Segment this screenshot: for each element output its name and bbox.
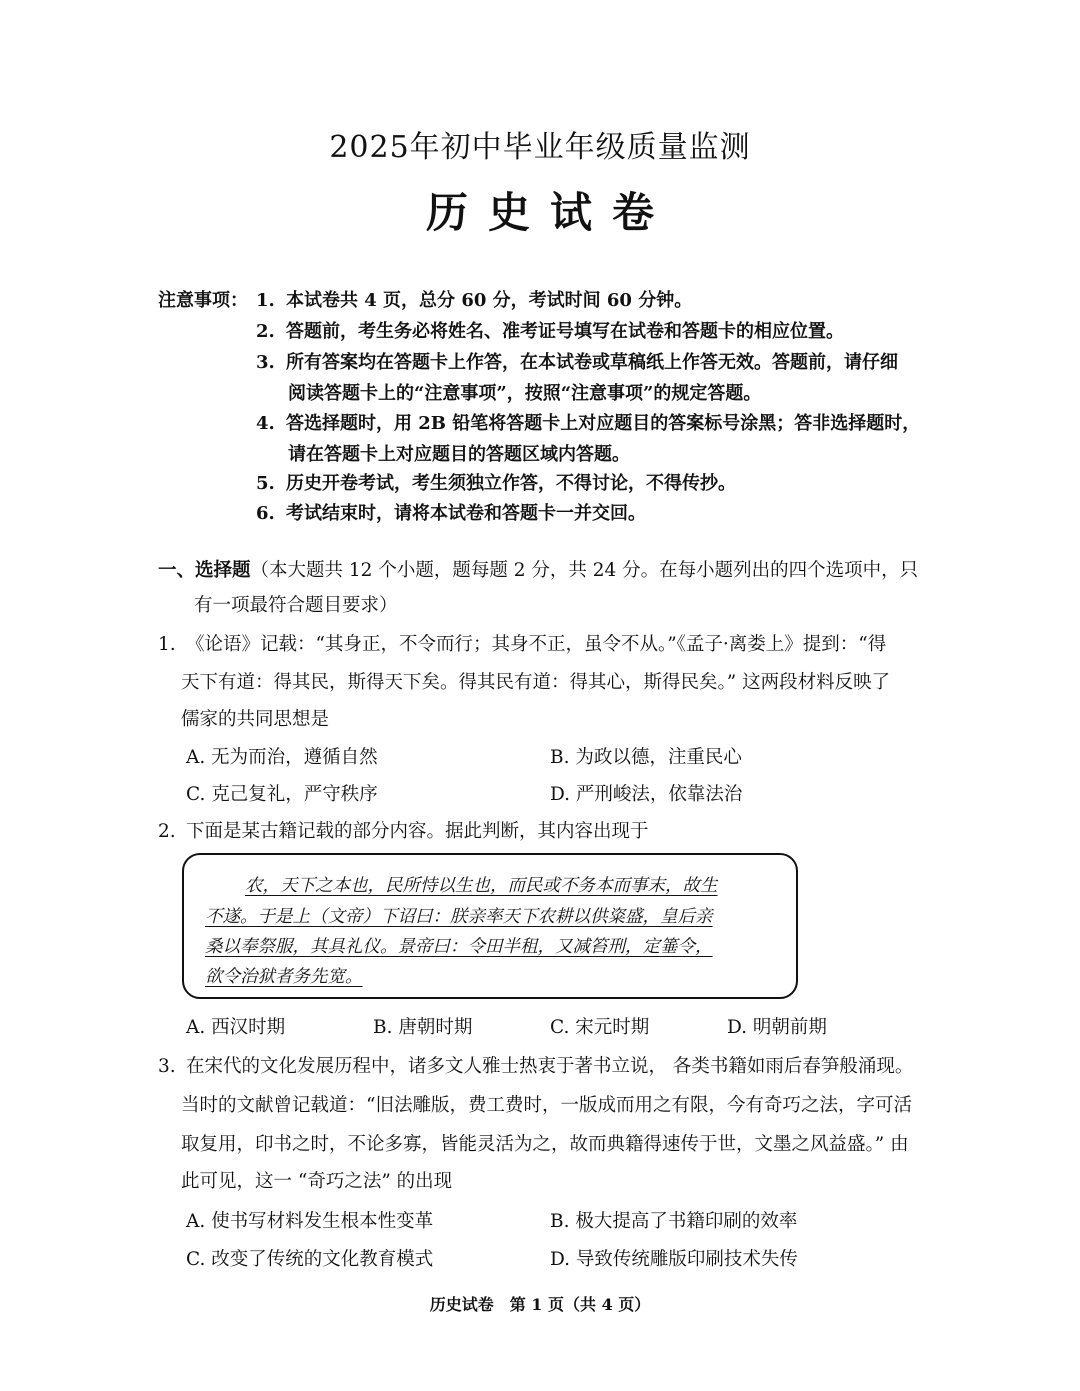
notice-item-6: [256, 499, 646, 525]
question-text: 下面是某古籍记载的部分内容。据此判断，其内容出现于: [186, 821, 649, 842]
question-2-line-1: [158, 817, 649, 843]
notice-text: 历史开卷考试，考生须独立作答，不得讨论，不得传抄。: [286, 473, 736, 494]
exam-subtitle: 2025年初中毕业年级质量监测: [329, 130, 751, 165]
notice-item-3: [256, 348, 898, 374]
q1-option-a[interactable]: A. 无为而治，遵循自然: [186, 747, 378, 768]
question-3-line-2: 当时的文献曾记载道：“旧法雕版，费工费时，一版成而用之有限，今有奇巧之法，字可活: [181, 1095, 912, 1116]
notice-num: 4.: [256, 413, 275, 434]
notice-num: 2.: [256, 321, 275, 342]
question-1-line-2: 天下有道：得其民，斯得天下矣。得其民有道：得其心，斯得民矣。” 这两段材料反映了: [181, 672, 891, 693]
notice-item-2: [256, 317, 844, 343]
notice-num: 5.: [256, 473, 275, 494]
exam-title: 历史试卷: [425, 188, 674, 237]
q2-option-d[interactable]: D. 明朝前期: [727, 1017, 827, 1038]
q3-option-a[interactable]: A. 使书写材料发生根本性变革: [186, 1211, 434, 1232]
notice-num: 6.: [256, 503, 275, 524]
q3-option-b[interactable]: B. 极大提高了书籍印刷的效率: [550, 1211, 798, 1232]
q3-option-d[interactable]: D. 导致传统雕版印刷技术失传: [550, 1249, 798, 1270]
notice-item-3-cont: 阅读答题卡上的“注意事项”，按照“注意事项”的规定答题。: [288, 383, 762, 404]
page-footer: 历史试卷 第 1 页（共 4 页）: [429, 1295, 651, 1314]
q3-option-c[interactable]: C. 改变了传统的文化教育模式: [186, 1249, 434, 1270]
notice-num: 1.: [256, 290, 275, 311]
question-text: 在宋代的文化发展历程中，诸多文人雅士热衷于著书立说， 各类书籍如雨后春笋般涌现。: [186, 1056, 914, 1077]
section-heading: [158, 556, 918, 582]
notice-text: 考试结束时，请将本试卷和答题卡一并交回。: [286, 503, 646, 524]
q1-option-c[interactable]: C. 克己复礼，严守秩序: [186, 784, 378, 805]
question-text: 《论语》记载：“其身正，不令而行；其身不正，虽令不从。”《孟子·离娄上》提到：“得: [186, 634, 887, 655]
q2-option-a[interactable]: A. 西汉时期: [186, 1017, 286, 1038]
quote-line-4: 欲令治狱者务先宽。: [205, 967, 363, 987]
question-number: 3.: [158, 1056, 176, 1077]
question-number: 1.: [158, 634, 176, 655]
notice-text: 本试卷共 4 页，总分 60 分，考试时间 60 分钟。: [286, 290, 693, 311]
quote-line-2: 不遂。于是上（文帝）下诏曰：朕亲率天下农耕以供粢盛，皇后亲: [205, 907, 713, 927]
section-title: 一、选择题: [158, 560, 251, 581]
question-1-line-3: 儒家的共同思想是: [181, 709, 330, 730]
section-desc: （本大题共 12 个小题，题每题 2 分，共 24 分。在每小题列出的四个选项中，只: [250, 560, 919, 581]
section-desc-cont: 有一项最符合题目要求）: [194, 595, 398, 616]
q1-option-b[interactable]: B. 为政以德，注重民心: [550, 747, 742, 768]
quote-line-3: 桑以奉祭服，其具礼仪。景帝曰：令田半租，又减笞刑，定箠令，: [205, 937, 713, 957]
question-3-line-4: 此可见，这一 “奇巧之法” 的出现: [181, 1171, 453, 1192]
q1-option-d[interactable]: D. 严刑峻法，依靠法治: [550, 784, 743, 805]
notice-item-4-cont: 请在答题卡上对应题目的答题区域内答题。: [288, 444, 630, 465]
notice-text: 答题前，考生务必将姓名、准考证号填写在试卷和答题卡的相应位置。: [286, 321, 844, 342]
question-3-line-3: 取复用，印书之时，不论多寡，皆能灵活为之，故而典籍得速传于世，文墨之风益盛。” 由: [181, 1134, 909, 1155]
notice-text: 所有答案均在答题卡上作答，在本试卷或草稿纸上作答无效。答题前，请仔细: [286, 352, 898, 373]
notice-text: 答选择题时，用 2B 铅笔将答题卡上对应题目的答案标号涂黑；答非选择题时，: [286, 413, 921, 434]
notice-label: 注意事项：: [158, 290, 248, 311]
q2-option-b[interactable]: B. 唐朝时期: [373, 1017, 473, 1038]
quote-line-1: 农，天下之本也，民所恃以生也，而民或不务本而事末，故生: [245, 876, 718, 896]
question-number: 2.: [158, 821, 176, 842]
notice-item-4: [256, 409, 920, 435]
notice-num: 3.: [256, 352, 275, 373]
notice-item-5: [256, 469, 736, 495]
q2-option-c[interactable]: C. 宋元时期: [550, 1017, 650, 1038]
question-1-line-1: [158, 630, 886, 656]
question-3-line-1: [158, 1052, 913, 1078]
notice-item-1: [256, 286, 692, 312]
